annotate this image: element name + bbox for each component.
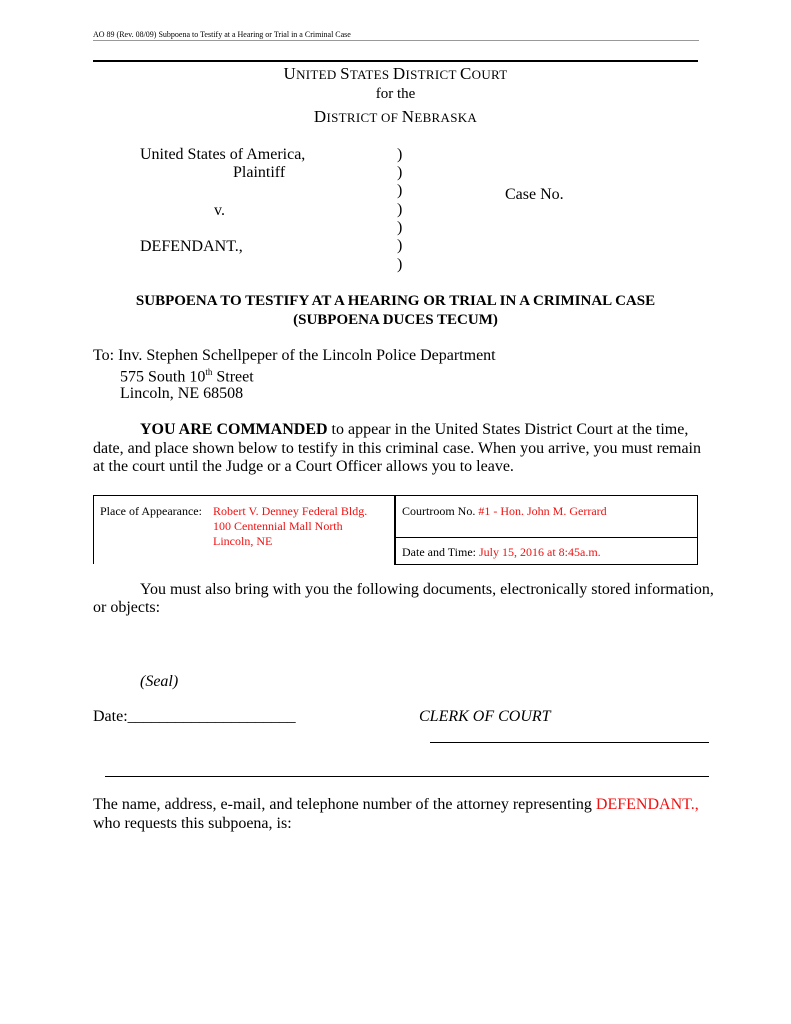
clerk-of-court-label: CLERK OF COURT <box>419 708 551 725</box>
recipient-address: 575 South 10th Street <box>120 367 254 386</box>
caption-paren: ) <box>397 164 403 181</box>
place-line-3: Lincoln, NE <box>213 534 273 548</box>
caption-paren: ) <box>397 182 403 199</box>
versus-text: v. <box>214 202 225 219</box>
date-time-row: Date and Time: July 15, 2016 at 8:45a.m. <box>402 545 601 559</box>
district-name: DISTRICT OF NEBRASKA <box>313 107 478 126</box>
place-of-appearance-cell <box>93 495 396 564</box>
command-line-1: YOU ARE COMMANDED to appear in the United States District Court at the time, <box>140 421 689 438</box>
command-line-2: date, and place shown below to testify in this criminal case. When you arrive, you must remain <box>93 440 701 457</box>
place-label: Place of Appearance: <box>100 504 202 518</box>
place-line-1: Robert V. Denney Federal Bldg. <box>213 504 368 518</box>
caption-paren: ) <box>397 201 403 218</box>
date-field[interactable]: Date:_____________________ <box>93 708 296 725</box>
courtroom-row: Courtroom No. #1 - Hon. John M. Gerrard <box>402 504 607 518</box>
case-number-label: Case No. <box>505 186 564 203</box>
court-name: UNITED STATES DISTRICT COURT <box>283 64 508 83</box>
caption-paren: ) <box>397 256 403 273</box>
caption-paren: ) <box>397 237 403 254</box>
documents-line-2: or objects: <box>93 599 161 616</box>
documents-line-1: You must also bring with you the following documents, electronically stored information, <box>140 581 714 598</box>
command-line-3: at the court until the Judge or a Court Officer allows you to leave. <box>93 458 514 475</box>
date-time-cell <box>394 537 698 565</box>
recipient-city: Lincoln, NE 68508 <box>120 385 244 402</box>
defendant-name: DEFENDANT., <box>140 238 243 255</box>
subpoena-title: SUBPOENA TO TESTIFY AT A HEARING OR TRIAL IN A CRIMINAL CASE <box>135 293 656 309</box>
caption-paren: ) <box>397 219 403 236</box>
courtroom-cell <box>394 495 698 538</box>
attorney-line-1: The name, address, e-mail, and telephone number of the attorney representing DEFENDANT., <box>93 796 699 813</box>
attorney-line-2: who requests this subpoena, is: <box>93 815 292 832</box>
top-rule <box>93 60 698 62</box>
seal-label: (Seal) <box>140 673 179 690</box>
plaintiff-label: Plaintiff <box>233 164 286 181</box>
recipient-to-line: To: Inv. Stephen Schellpeper of the Lincoln Police Department <box>93 347 496 364</box>
caption-paren: ) <box>397 146 403 163</box>
clerk-signature-line <box>430 742 709 743</box>
separator-line <box>105 776 709 777</box>
subpoena-subtitle: (SUBPOENA DUCES TECUM) <box>293 312 498 328</box>
form-identifier: AO 89 (Rev. 08/09) Subpoena to Testify at a Hearing or Trial in a Criminal Case <box>93 30 699 41</box>
for-the-text: for the <box>375 86 416 102</box>
plaintiff-name: United States of America, <box>140 146 306 163</box>
place-line-2: 100 Centennial Mall North <box>213 519 343 533</box>
